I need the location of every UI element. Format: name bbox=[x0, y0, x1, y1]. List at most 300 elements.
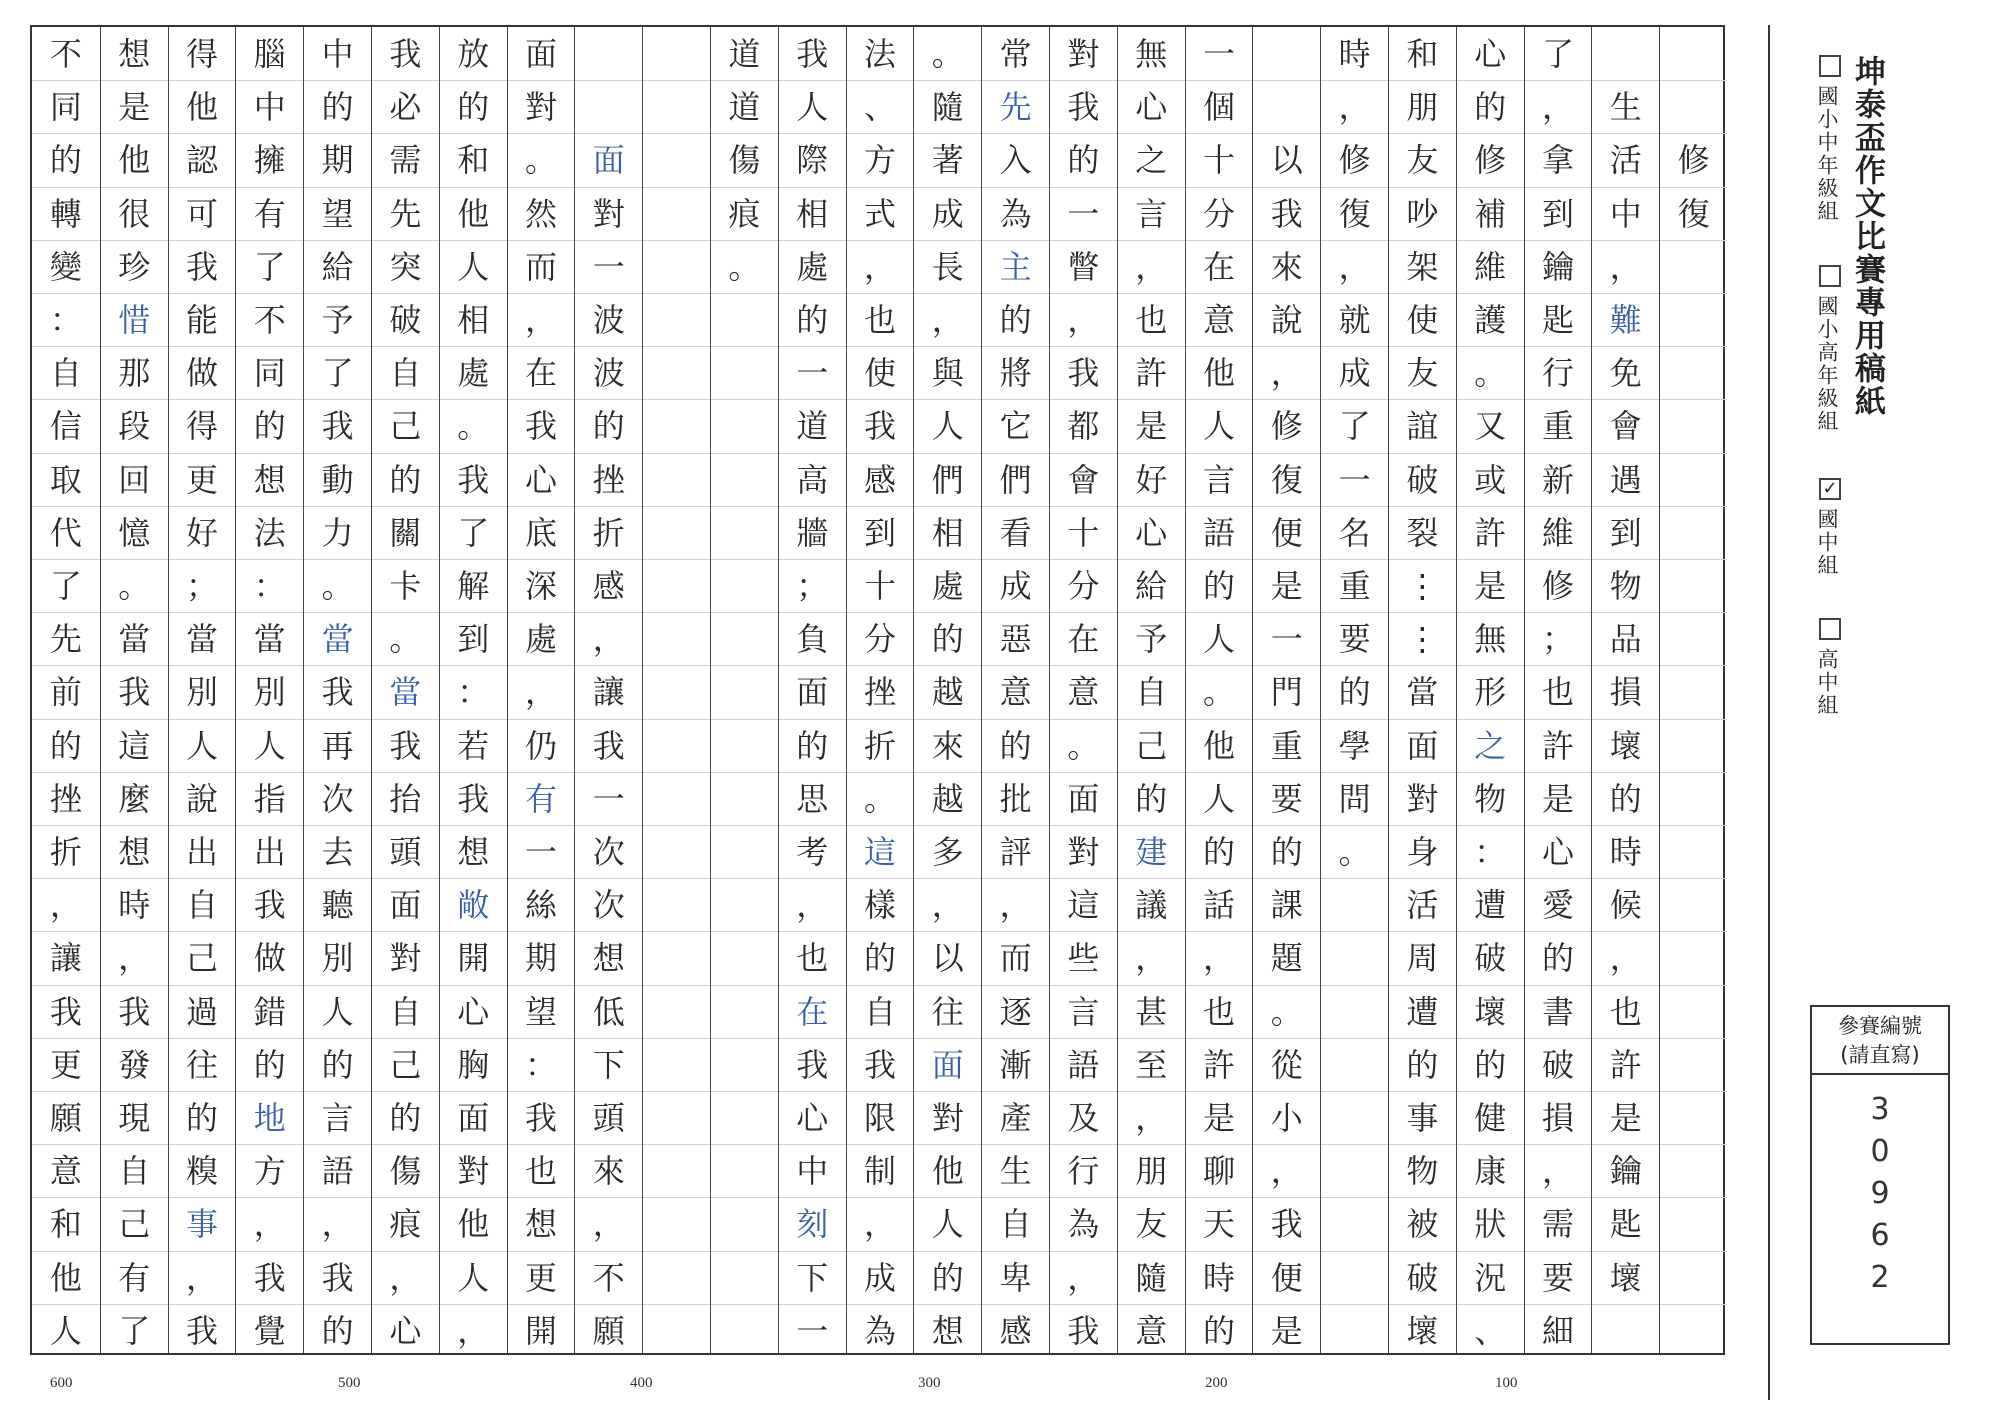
grid-column bbox=[778, 27, 846, 1353]
grid-cell: 修 bbox=[1253, 399, 1320, 452]
grid-cell: 先 bbox=[982, 80, 1049, 133]
grid-cell: 面 bbox=[914, 1038, 981, 1091]
grid-cell: 我 bbox=[32, 985, 100, 1038]
grid-cell: 折 bbox=[575, 506, 642, 559]
grid-cell: 行 bbox=[1525, 346, 1592, 399]
grid-cell: 人 bbox=[914, 399, 981, 452]
grid-cell: 修 bbox=[1457, 133, 1524, 186]
grid-cell: 我 bbox=[796, 34, 829, 73]
grid-cell: 的 bbox=[1525, 931, 1592, 984]
grid-cell: 處 bbox=[440, 346, 507, 399]
option-senior-high[interactable] bbox=[1815, 618, 1845, 717]
grid-cell: 感 bbox=[847, 453, 914, 506]
grid-cell: ， bbox=[304, 1197, 371, 1250]
grid-cell: 一 bbox=[779, 1304, 846, 1357]
grid-cell: 式 bbox=[847, 187, 914, 240]
grid-cell bbox=[643, 453, 710, 506]
grid-cell: 他 bbox=[440, 187, 507, 240]
grid-cell: ， bbox=[101, 931, 168, 984]
grid-cell: 是 bbox=[1525, 772, 1592, 825]
grid-cell: 語 bbox=[304, 1144, 371, 1197]
grid-cell: 在 bbox=[508, 346, 575, 399]
grid-cell: 友 bbox=[1389, 133, 1456, 186]
grid-cell: 的 bbox=[372, 1091, 439, 1144]
grid-cell: 也 bbox=[1525, 665, 1592, 718]
grid-cell: 匙 bbox=[1592, 1197, 1659, 1250]
grid-cell: 周 bbox=[1389, 931, 1456, 984]
grid-cell: 是 bbox=[101, 80, 168, 133]
grid-cell: 開 bbox=[440, 931, 507, 984]
grid-cell: 當 bbox=[1389, 665, 1456, 718]
grid-cell: 和 bbox=[1406, 34, 1439, 73]
grid-cell: 波 bbox=[575, 293, 642, 346]
grid-column bbox=[710, 27, 778, 1353]
grid-cell bbox=[643, 187, 710, 240]
grid-cell: 的 bbox=[779, 293, 846, 346]
grid-cell: 的 bbox=[914, 612, 981, 665]
grid-cell: 處 bbox=[508, 612, 575, 665]
grid-cell: 心 bbox=[1118, 506, 1185, 559]
grid-cell: 匙 bbox=[1525, 293, 1592, 346]
grid-cell: 意 bbox=[1186, 293, 1253, 346]
grid-cell: 有 bbox=[101, 1251, 168, 1304]
checkbox-senior-high[interactable] bbox=[1819, 618, 1841, 640]
grid-cell: 別 bbox=[169, 665, 236, 718]
grid-cell: 低 bbox=[575, 985, 642, 1038]
grid-cell: 關 bbox=[372, 506, 439, 559]
grid-cell: 的 bbox=[1186, 1304, 1253, 1357]
grid-column bbox=[1117, 27, 1185, 1353]
grid-cell: 道 bbox=[711, 80, 778, 133]
grid-cell: 或 bbox=[1457, 453, 1524, 506]
grid-cell: 放 bbox=[457, 34, 490, 73]
grid-cell: 心 bbox=[440, 985, 507, 1038]
grid-cell bbox=[643, 559, 710, 612]
grid-cell: 中 bbox=[236, 80, 303, 133]
grid-cell: 相 bbox=[914, 506, 981, 559]
grid-cell: 便 bbox=[1253, 1251, 1320, 1304]
grid-cell: 出 bbox=[169, 825, 236, 878]
grid-cell: ， bbox=[575, 612, 642, 665]
grid-cell: 牆 bbox=[779, 506, 846, 559]
grid-column bbox=[1456, 27, 1524, 1353]
grid-cell: 是 bbox=[1118, 399, 1185, 452]
grid-cell: 活 bbox=[1389, 878, 1456, 931]
grid-cell: 意 bbox=[982, 665, 1049, 718]
grid-cell: 代 bbox=[32, 506, 100, 559]
grid-cell bbox=[643, 772, 710, 825]
grid-cell: ， bbox=[169, 1251, 236, 1304]
grid-cell: 面 bbox=[1050, 772, 1117, 825]
grid-cell: ， bbox=[32, 878, 100, 931]
grid-cell: 次 bbox=[575, 825, 642, 878]
grid-column bbox=[1185, 27, 1253, 1353]
grid-cell: 我 bbox=[847, 399, 914, 452]
grid-cell bbox=[643, 1251, 710, 1304]
option-elementary-middle[interactable] bbox=[1815, 55, 1845, 223]
grid-cell: 他 bbox=[440, 1197, 507, 1250]
grid-cell: 的 bbox=[169, 1091, 236, 1144]
grid-cell: ， bbox=[508, 293, 575, 346]
grid-cell: ⋮ bbox=[1389, 559, 1456, 612]
grid-cell: 損 bbox=[1525, 1091, 1592, 1144]
char-counter: 600 bbox=[50, 1375, 73, 1391]
grid-cell: 絲 bbox=[508, 878, 575, 931]
grid-cell: 信 bbox=[32, 399, 100, 452]
grid-cell: 一 bbox=[575, 240, 642, 293]
grid-cell: 處 bbox=[914, 559, 981, 612]
grid-cell: 的 bbox=[1389, 1038, 1456, 1091]
grid-cell bbox=[1321, 1251, 1388, 1304]
grid-cell: 言 bbox=[1118, 187, 1185, 240]
grid-cell: 人 bbox=[779, 80, 846, 133]
grid-cell: 我 bbox=[575, 719, 642, 772]
grid-cell: 想 bbox=[118, 34, 151, 73]
grid-cell: 得 bbox=[169, 399, 236, 452]
grid-cell: 下 bbox=[779, 1251, 846, 1304]
grid-cell: 別 bbox=[304, 931, 371, 984]
grid-cell: 先 bbox=[372, 187, 439, 240]
grid-cell: 我 bbox=[1050, 346, 1117, 399]
grid-cell: 也 bbox=[847, 293, 914, 346]
grid-cell bbox=[643, 931, 710, 984]
grid-cell bbox=[643, 719, 710, 772]
grid-cell: 不 bbox=[575, 1251, 642, 1304]
grid-cell: 題 bbox=[1253, 931, 1320, 984]
grid-cell: 也 bbox=[508, 1144, 575, 1197]
grid-cell: 遭 bbox=[1457, 878, 1524, 931]
grid-cell: 挫 bbox=[847, 665, 914, 718]
grid-cell: 面 bbox=[1389, 719, 1456, 772]
grid-cell bbox=[1321, 931, 1388, 984]
grid-cell: 當 bbox=[236, 612, 303, 665]
grid-cell: 到 bbox=[1525, 187, 1592, 240]
entry-digit: 0 bbox=[1870, 1134, 1890, 1169]
grid-cell: 他 bbox=[1186, 719, 1253, 772]
grid-cell bbox=[575, 27, 642, 80]
grid-cell: 它 bbox=[982, 399, 1049, 452]
grid-cell: 聊 bbox=[1186, 1144, 1253, 1197]
grid-cell: 道 bbox=[779, 399, 846, 452]
grid-cell: 自 bbox=[32, 346, 100, 399]
grid-cell: 我 bbox=[236, 1251, 303, 1304]
grid-cell: 當 bbox=[304, 612, 371, 665]
grid-cell: 頭 bbox=[372, 825, 439, 878]
grid-cell bbox=[1660, 1251, 1727, 1304]
grid-cell: 到 bbox=[440, 612, 507, 665]
grid-cell: 頭 bbox=[575, 1091, 642, 1144]
grid-cell: 活 bbox=[1592, 133, 1659, 186]
grid-cell: 主 bbox=[982, 240, 1049, 293]
grid-cell: 與 bbox=[914, 346, 981, 399]
grid-cell: 課 bbox=[1253, 878, 1320, 931]
grid-cell: 他 bbox=[32, 1251, 100, 1304]
grid-cell bbox=[1660, 506, 1727, 559]
grid-cell: 的 bbox=[982, 719, 1049, 772]
grid-column bbox=[1388, 27, 1456, 1353]
grid-cell: 許 bbox=[1525, 719, 1592, 772]
grid-cell bbox=[1660, 772, 1727, 825]
grid-cell: ， bbox=[1321, 80, 1388, 133]
grid-cell: ， bbox=[1050, 1251, 1117, 1304]
grid-cell: 也 bbox=[1118, 293, 1185, 346]
grid-cell: 無 bbox=[1457, 612, 1524, 665]
grid-cell: 折 bbox=[32, 825, 100, 878]
grid-cell bbox=[1253, 27, 1320, 80]
grid-cell: 批 bbox=[982, 772, 1049, 825]
grid-cell: 。 bbox=[847, 772, 914, 825]
grid-column bbox=[981, 27, 1049, 1353]
grid-cell: 我 bbox=[440, 772, 507, 825]
checkbox-elementary-upper[interactable] bbox=[1819, 265, 1841, 287]
grid-cell: 朋 bbox=[1118, 1144, 1185, 1197]
grid-cell: 我 bbox=[236, 878, 303, 931]
grid-cell: 許 bbox=[1186, 1038, 1253, 1091]
grid-cell: 品 bbox=[1592, 612, 1659, 665]
grid-cell bbox=[643, 293, 710, 346]
grid-column bbox=[642, 27, 710, 1353]
grid-cell: 相 bbox=[440, 293, 507, 346]
grid-cell: 擁 bbox=[236, 133, 303, 186]
grid-cell: 當 bbox=[101, 612, 168, 665]
grid-cell: 及 bbox=[1050, 1091, 1117, 1144]
grid-cell: 一 bbox=[508, 825, 575, 878]
char-counter: 400 bbox=[630, 1375, 653, 1391]
grid-cell: 以 bbox=[1253, 133, 1320, 186]
grid-cell: 越 bbox=[914, 665, 981, 718]
grid-cell: 折 bbox=[847, 719, 914, 772]
grid-cell: 我 bbox=[1253, 1197, 1320, 1250]
option-junior-high[interactable] bbox=[1815, 478, 1845, 577]
grid-cell: 敞 bbox=[440, 878, 507, 931]
grid-cell: 對 bbox=[372, 931, 439, 984]
grid-cell: 們 bbox=[982, 453, 1049, 506]
grid-cell: ⋮ bbox=[1389, 612, 1456, 665]
grid-cell: 的 bbox=[32, 719, 100, 772]
grid-cell: 錯 bbox=[236, 985, 303, 1038]
grid-cell: 也 bbox=[779, 931, 846, 984]
grid-cell: 深 bbox=[508, 559, 575, 612]
char-counter: 300 bbox=[918, 1375, 941, 1391]
grid-cell: 長 bbox=[914, 240, 981, 293]
grid-cell: 方 bbox=[847, 133, 914, 186]
grid-cell bbox=[575, 80, 642, 133]
grid-cell: 壞 bbox=[1592, 719, 1659, 772]
grid-cell: 。 bbox=[101, 559, 168, 612]
grid-cell: 到 bbox=[847, 506, 914, 559]
grid-cell: ， bbox=[1525, 1144, 1592, 1197]
grid-cell bbox=[1660, 985, 1727, 1038]
grid-cell bbox=[711, 506, 778, 559]
grid-column bbox=[371, 27, 439, 1353]
grid-cell: 又 bbox=[1457, 399, 1524, 452]
grid-cell: 予 bbox=[304, 293, 371, 346]
grid-cell: 許 bbox=[1592, 1038, 1659, 1091]
grid-cell: 產 bbox=[982, 1091, 1049, 1144]
grid-cell bbox=[1592, 1304, 1659, 1357]
grid-cell: 己 bbox=[372, 399, 439, 452]
checkbox-elementary-middle[interactable] bbox=[1819, 55, 1841, 77]
grid-cell: 成 bbox=[847, 1251, 914, 1304]
option-label: 高中組 bbox=[1815, 648, 1839, 717]
grid-cell: 護 bbox=[1457, 293, 1524, 346]
entry-digit: 6 bbox=[1870, 1218, 1890, 1253]
grid-cell: 了 bbox=[32, 559, 100, 612]
grid-cell: 可 bbox=[169, 187, 236, 240]
entry-number-label: 參賽編號 bbox=[1838, 1014, 1922, 1038]
grid-cell: 破 bbox=[372, 293, 439, 346]
grid-column bbox=[1524, 27, 1592, 1353]
grid-cell: 制 bbox=[847, 1144, 914, 1197]
grid-column bbox=[32, 27, 100, 1353]
grid-cell bbox=[1660, 293, 1727, 346]
grid-cell: 的 bbox=[304, 80, 371, 133]
grid-cell: 挫 bbox=[575, 453, 642, 506]
grid-cell: 了 bbox=[1541, 34, 1574, 73]
grid-cell: 有 bbox=[236, 187, 303, 240]
grid-cell: 。 bbox=[1186, 665, 1253, 718]
grid-cell bbox=[711, 1304, 778, 1357]
grid-cell: ， bbox=[1592, 931, 1659, 984]
grid-cell: 入 bbox=[982, 133, 1049, 186]
grid-cell: ， bbox=[914, 878, 981, 931]
grid-cell: 波 bbox=[575, 346, 642, 399]
grid-cell: 許 bbox=[1457, 506, 1524, 559]
grid-cell: 健 bbox=[1457, 1091, 1524, 1144]
grid-cell: 分 bbox=[1186, 187, 1253, 240]
option-label: 國小中年級組 bbox=[1815, 85, 1839, 223]
grid-cell: 對 bbox=[575, 187, 642, 240]
option-elementary-upper[interactable] bbox=[1815, 265, 1845, 433]
grid-cell: 更 bbox=[32, 1038, 100, 1091]
grid-cell bbox=[711, 612, 778, 665]
entry-number-digits bbox=[1812, 1075, 1948, 1299]
grid-cell: 自 bbox=[847, 985, 914, 1038]
grid-cell bbox=[1660, 665, 1727, 718]
grid-cell: ， bbox=[1253, 346, 1320, 399]
grid-cell: 多 bbox=[914, 825, 981, 878]
grid-cell: ； bbox=[169, 559, 236, 612]
grid-cell: 認 bbox=[169, 133, 236, 186]
grid-cell: 維 bbox=[1525, 506, 1592, 559]
grid-cell: 動 bbox=[304, 453, 371, 506]
grid-cell: 使 bbox=[1389, 293, 1456, 346]
grid-cell: 的 bbox=[1321, 665, 1388, 718]
grid-cell: ， bbox=[1050, 293, 1117, 346]
grid-cell: 思 bbox=[779, 772, 846, 825]
grid-cell: 自 bbox=[101, 1144, 168, 1197]
grid-cell: 瞥 bbox=[1050, 240, 1117, 293]
grid-cell: 想 bbox=[575, 931, 642, 984]
grid-cell: 破 bbox=[1457, 931, 1524, 984]
grid-cell: 會 bbox=[1050, 453, 1117, 506]
grid-cell: 自 bbox=[372, 985, 439, 1038]
grid-cell bbox=[1660, 612, 1727, 665]
grid-cell bbox=[711, 665, 778, 718]
grid-cell: 時 bbox=[1186, 1251, 1253, 1304]
grid-cell: 一 bbox=[1202, 34, 1235, 73]
grid-cell: 傷 bbox=[372, 1144, 439, 1197]
grid-column bbox=[439, 27, 507, 1353]
grid-column bbox=[100, 27, 168, 1353]
char-counter: 500 bbox=[338, 1375, 361, 1391]
grid-cell: 破 bbox=[1389, 453, 1456, 506]
grid-cell: 話 bbox=[1186, 878, 1253, 931]
grid-cell: 心 bbox=[372, 1304, 439, 1357]
grid-column bbox=[574, 27, 642, 1353]
grid-cell: 卑 bbox=[982, 1251, 1049, 1304]
grid-cell: 同 bbox=[32, 80, 100, 133]
grid-cell: 的 bbox=[914, 1251, 981, 1304]
grid-cell bbox=[643, 612, 710, 665]
grid-cell: 的 bbox=[304, 1038, 371, 1091]
grid-cell: 語 bbox=[1186, 506, 1253, 559]
grid-cell: 。 bbox=[1321, 825, 1388, 878]
grid-cell: 想 bbox=[914, 1304, 981, 1357]
grid-cell: 裂 bbox=[1389, 506, 1456, 559]
grid-cell: 越 bbox=[914, 772, 981, 825]
grid-cell: 一 bbox=[779, 346, 846, 399]
grid-cell: 學 bbox=[1321, 719, 1388, 772]
grid-cell: 物 bbox=[1457, 772, 1524, 825]
grid-cell: 我 bbox=[440, 453, 507, 506]
grid-cell: 從 bbox=[1253, 1038, 1320, 1091]
grid-cell: 的 bbox=[1457, 80, 1524, 133]
grid-cell: ： bbox=[1457, 825, 1524, 878]
grid-cell: 讓 bbox=[575, 665, 642, 718]
grid-cell: 我 bbox=[304, 665, 371, 718]
grid-cell: 的 bbox=[1457, 1038, 1524, 1091]
grid-cell: 地 bbox=[236, 1091, 303, 1144]
grid-cell: 的 bbox=[372, 453, 439, 506]
grid-cell: 要 bbox=[1321, 612, 1388, 665]
grid-cell: 當 bbox=[372, 665, 439, 718]
entry-number-note: (請直寫) bbox=[1840, 1043, 1920, 1067]
grid-cell: 自 bbox=[372, 346, 439, 399]
grid-cell: 壞 bbox=[1389, 1304, 1456, 1357]
checkbox-junior-high[interactable]: ✓ bbox=[1819, 478, 1841, 500]
grid-cell: 想 bbox=[508, 1197, 575, 1250]
grid-cell: 往 bbox=[169, 1038, 236, 1091]
grid-cell: 為 bbox=[847, 1304, 914, 1357]
grid-cell: 過 bbox=[169, 985, 236, 1038]
grid-cell: ， bbox=[372, 1251, 439, 1304]
grid-cell: 復 bbox=[1321, 187, 1388, 240]
grid-cell: 之 bbox=[1457, 719, 1524, 772]
grid-cell: 己 bbox=[101, 1197, 168, 1250]
grid-cell: 至 bbox=[1118, 1038, 1185, 1091]
grid-cell: 問 bbox=[1321, 772, 1388, 825]
grid-cell bbox=[643, 825, 710, 878]
grid-cell: ， bbox=[1118, 240, 1185, 293]
grid-cell: 己 bbox=[1118, 719, 1185, 772]
grid-cell: 。 bbox=[372, 612, 439, 665]
grid-cell: 了 bbox=[1321, 399, 1388, 452]
grid-cell: 許 bbox=[1118, 346, 1185, 399]
grid-cell: 一 bbox=[575, 772, 642, 825]
grid-cell: 我 bbox=[169, 1304, 236, 1357]
grid-cell: 一 bbox=[1321, 453, 1388, 506]
grid-cell: 不 bbox=[236, 293, 303, 346]
grid-cell: 維 bbox=[1457, 240, 1524, 293]
grid-cell: 高 bbox=[779, 453, 846, 506]
grid-cell: 面 bbox=[440, 1091, 507, 1144]
grid-cell: 傷 bbox=[711, 133, 778, 186]
grid-cell: 人 bbox=[440, 240, 507, 293]
grid-cell: 他 bbox=[169, 80, 236, 133]
grid-cell: ， bbox=[508, 665, 575, 718]
grid-cell: 望 bbox=[508, 985, 575, 1038]
